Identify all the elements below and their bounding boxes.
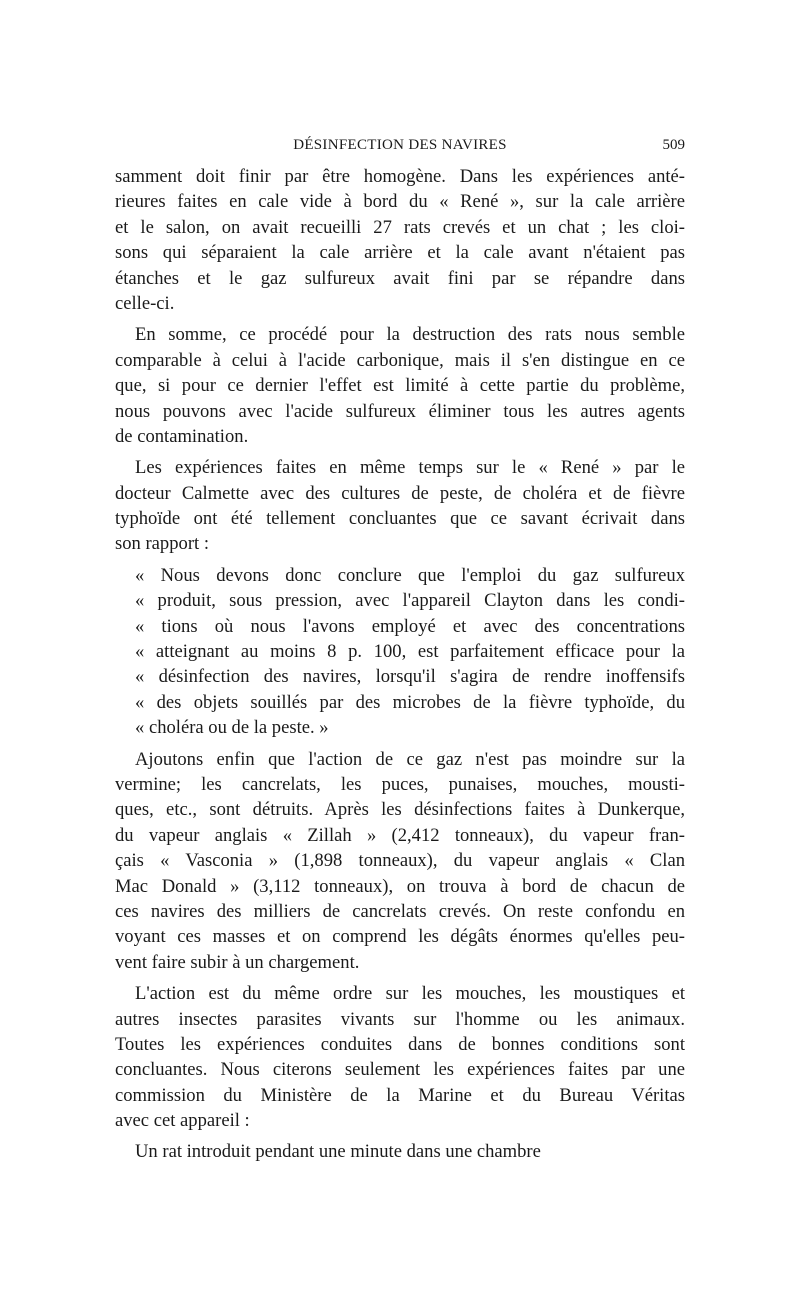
text-line: Toutes les expériences conduites dans de bonnes conditions sont [115, 1033, 685, 1055]
text-line: sons qui séparaient la cale arrière et la cale avant n'étaient pas [115, 242, 685, 264]
body-text [115, 164, 685, 1165]
text-line: L'action est du même ordre sur les mouches, les moustiques et [135, 983, 685, 1005]
text-line: et le salon, on avait recueilli 27 rats crevés et un chat ; les cloi- [115, 216, 685, 238]
text-line: « tions où nous l'avons employé et avec des concentrations [135, 615, 685, 637]
text-line: Mac Donald » (3,112 tonneaux), on trouva à bord de chacun de [115, 875, 685, 897]
text-line: vent faire subir à un chargement. [115, 951, 360, 973]
text-line: « atteignant au moins 8 p. 100, est parfaitement efficace pour la [135, 641, 685, 663]
block-quote [115, 563, 685, 741]
text-line: Les expériences faites en même temps sur le « René » par le [135, 457, 685, 479]
text-line: « Nous devons donc conclure que l'emploi du gaz sulfureux [135, 564, 685, 586]
text-line: autres insectes parasites vivants sur l'homme ou les animaux. [115, 1008, 685, 1030]
text-line: nous pouvons avec l'acide sulfureux éliminer tous les autres agents [115, 400, 685, 422]
paragraph [115, 164, 685, 316]
text-line: comparable à celui à l'acide carbonique, mais il s'en distingue en ce [115, 349, 685, 371]
paragraph [115, 455, 685, 557]
paragraph [115, 747, 685, 976]
paragraph [115, 1139, 685, 1164]
text-line: voyant ces masses et on comprend les dégâts énormes qu'elles peu- [115, 926, 685, 948]
text-line: de contamination. [115, 425, 249, 447]
running-title: DÉSINFECTION DES NAVIRES [293, 137, 507, 153]
text-line: du vapeur anglais « Zillah » (2,412 tonneaux), du vapeur fran- [115, 824, 685, 846]
text-line: « produit, sous pression, avec l'appareil Clayton dans les condi- [135, 590, 685, 612]
text-line: commission du Ministère de la Marine et du Bureau Véritas [115, 1084, 685, 1106]
page-header [115, 134, 685, 160]
text-line: concluantes. Nous citerons seulement les expériences faites par une [115, 1059, 685, 1081]
text-line: son rapport : [115, 533, 209, 555]
text-line: vermine; les cancrelats, les puces, punaises, mouches, mousti- [115, 773, 685, 795]
text-line: typhoïde ont été tellement concluantes que ce savant écrivait dans [115, 508, 685, 530]
text-line: celle-ci. [115, 292, 175, 314]
text-line: rieures faites en cale vide à bord du « René », sur la cale arrière [115, 191, 685, 213]
text-line: avec cet appareil : [115, 1110, 250, 1132]
text-line: samment doit finir par être homogène. Dans les expériences anté- [115, 166, 685, 187]
page-number: 509 [662, 137, 685, 153]
text-line: En somme, ce procédé pour la destruction des rats nous semble [135, 324, 685, 346]
text-line: « des objets souillés par des microbes de la fièvre typhoïde, du [135, 691, 685, 713]
text-line: « choléra ou de la peste. » [135, 717, 329, 739]
paragraph [115, 322, 685, 449]
text-line: « désinfection des navires, lorsqu'il s'agira de rendre inoffensifs [135, 666, 685, 688]
text-line: ques, etc., sont détruits. Après les désinfections faites à Dunkerque, [115, 799, 685, 821]
text-line: docteur Calmette avec des cultures de peste, de choléra et de fièvre [115, 482, 685, 504]
text-line: ces navires des milliers de cancrelats crevés. On reste confondu en [115, 900, 685, 922]
text-line: Ajoutons enfin que l'action de ce gaz n'est pas moindre sur la [135, 748, 685, 770]
text-line: Un rat introduit pendant une minute dans une chambre [135, 1141, 541, 1163]
text-line: çais « Vasconia » (1,898 tonneaux), du vapeur anglais « Clan [115, 850, 685, 872]
paragraph [115, 981, 685, 1133]
text-line: étanches et le gaz sulfureux avait fini par se répandre dans [115, 267, 685, 289]
text-line: que, si pour ce dernier l'effet est limité à cette partie du problème, [115, 375, 685, 397]
